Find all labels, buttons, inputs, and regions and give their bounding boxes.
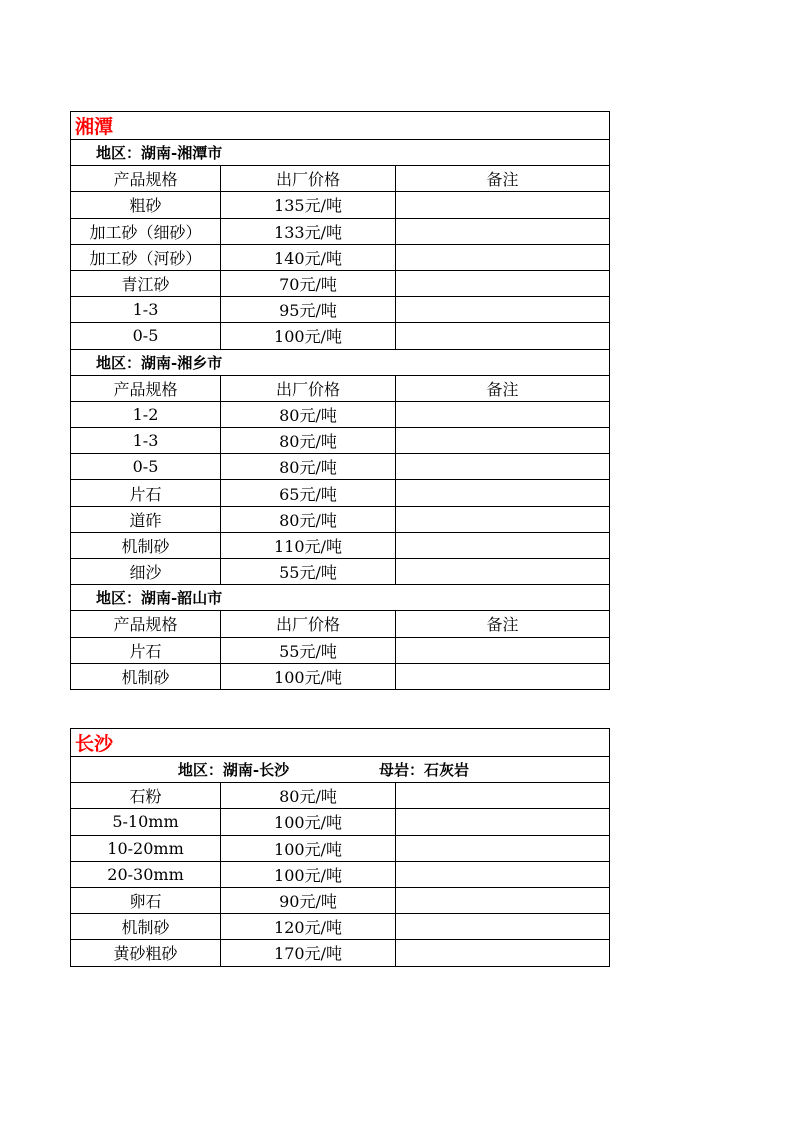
column-header-product: 产品规格: [71, 375, 221, 401]
price-cell: 140元/吨: [221, 244, 396, 270]
note-cell: [396, 323, 610, 349]
note-cell: [396, 218, 610, 244]
table-row: [71, 297, 610, 323]
note-cell: [396, 559, 610, 585]
table-row: [71, 940, 610, 966]
product-cell: 加工砂（河砂）: [71, 244, 221, 270]
price-cell: 170元/吨: [221, 940, 396, 966]
note-cell: [396, 809, 610, 835]
column-header-note: 备注: [396, 166, 610, 192]
price-cell: 55元/吨: [221, 637, 396, 663]
price-cell: 135元/吨: [221, 192, 396, 218]
product-cell: 机制砂: [71, 914, 221, 940]
note-cell: [396, 401, 610, 427]
table-title: 湘潭: [71, 112, 610, 140]
header-row: [71, 166, 610, 192]
product-cell: 1-3: [71, 297, 221, 323]
product-cell: 1-3: [71, 428, 221, 454]
region-header: 地区：湖南-湘潭市: [71, 140, 610, 166]
product-cell: 细沙: [71, 559, 221, 585]
table-row: [71, 244, 610, 270]
column-header-price: 出厂价格: [221, 611, 396, 637]
price-cell: 55元/吨: [221, 559, 396, 585]
region-header-merged: [71, 757, 610, 783]
column-header-price: 出厂价格: [221, 166, 396, 192]
note-cell: [396, 244, 610, 270]
product-cell: 黄砂粗砂: [71, 940, 221, 966]
table-row: [71, 428, 610, 454]
column-header-product: 产品规格: [71, 611, 221, 637]
price-cell: 110元/吨: [221, 532, 396, 558]
product-cell: 道砟: [71, 506, 221, 532]
column-header-note: 备注: [396, 375, 610, 401]
region-row: [71, 349, 610, 375]
product-cell: 青江砂: [71, 270, 221, 296]
price-cell: 80元/吨: [221, 506, 396, 532]
price-cell: 100元/吨: [221, 663, 396, 689]
column-header-price: 出厂价格: [221, 375, 396, 401]
note-cell: [396, 506, 610, 532]
product-cell: 0-5: [71, 323, 221, 349]
product-cell: 加工砂（细砂）: [71, 218, 221, 244]
parent-rock-label: 母岩：石灰岩: [379, 761, 470, 780]
note-cell: [396, 861, 610, 887]
note-cell: [396, 835, 610, 861]
table-row: [71, 401, 610, 427]
table-row: [71, 218, 610, 244]
table-row: [71, 809, 610, 835]
table-row: [71, 480, 610, 506]
table-row: [71, 454, 610, 480]
region-header-content: [71, 757, 609, 782]
note-cell: [396, 887, 610, 913]
table-row: [71, 914, 610, 940]
price-cell: 80元/吨: [221, 783, 396, 809]
price-cell: 80元/吨: [221, 428, 396, 454]
price-cell: 100元/吨: [221, 809, 396, 835]
table-row: [71, 861, 610, 887]
note-cell: [396, 428, 610, 454]
price-cell: 95元/吨: [221, 297, 396, 323]
price-cell: 100元/吨: [221, 835, 396, 861]
note-cell: [396, 663, 610, 689]
table-title-row: [71, 112, 610, 140]
price-cell: 65元/吨: [221, 480, 396, 506]
price-table-changsha: [70, 728, 610, 967]
product-cell: 0-5: [71, 454, 221, 480]
product-cell: 机制砂: [71, 532, 221, 558]
region-header: 地区：湖南-湘乡市: [71, 349, 610, 375]
table-row: [71, 270, 610, 296]
table-row: [71, 887, 610, 913]
note-cell: [396, 637, 610, 663]
product-cell: 片石: [71, 480, 221, 506]
price-cell: 133元/吨: [221, 218, 396, 244]
column-header-note: 备注: [396, 611, 610, 637]
price-cell: 120元/吨: [221, 914, 396, 940]
table-title-row: [71, 729, 610, 757]
table-row: [71, 323, 610, 349]
region-row: [71, 585, 610, 611]
header-row: [71, 375, 610, 401]
table-row: [71, 637, 610, 663]
product-cell: 20-30mm: [71, 861, 221, 887]
header-row: [71, 611, 610, 637]
region-header: 地区：湖南-长沙: [177, 761, 290, 780]
price-table-xiangtan: [70, 111, 610, 690]
note-cell: [396, 454, 610, 480]
note-cell: [396, 940, 610, 966]
note-cell: [396, 270, 610, 296]
note-cell: [396, 532, 610, 558]
table-row: [71, 835, 610, 861]
table-row: [71, 559, 610, 585]
region-header: 地区：湖南-韶山市: [71, 585, 610, 611]
product-cell: 卵石: [71, 887, 221, 913]
product-cell: 片石: [71, 637, 221, 663]
price-cell: 90元/吨: [221, 887, 396, 913]
product-cell: 机制砂: [71, 663, 221, 689]
price-cell: 100元/吨: [221, 861, 396, 887]
product-cell: 石粉: [71, 783, 221, 809]
product-cell: 1-2: [71, 401, 221, 427]
table-row: [71, 532, 610, 558]
price-cell: 80元/吨: [221, 454, 396, 480]
table-row: [71, 506, 610, 532]
region-row: [71, 140, 610, 166]
table-row: [71, 192, 610, 218]
table-title: 长沙: [71, 729, 610, 757]
product-cell: 10-20mm: [71, 835, 221, 861]
column-header-product: 产品规格: [71, 166, 221, 192]
product-cell: 粗砂: [71, 192, 221, 218]
price-cell: 70元/吨: [221, 270, 396, 296]
note-cell: [396, 914, 610, 940]
note-cell: [396, 480, 610, 506]
product-cell: 5-10mm: [71, 809, 221, 835]
table-row: [71, 663, 610, 689]
table-row: [71, 783, 610, 809]
note-cell: [396, 297, 610, 323]
price-cell: 80元/吨: [221, 401, 396, 427]
region-row: [71, 757, 610, 783]
note-cell: [396, 192, 610, 218]
note-cell: [396, 783, 610, 809]
price-cell: 100元/吨: [221, 323, 396, 349]
